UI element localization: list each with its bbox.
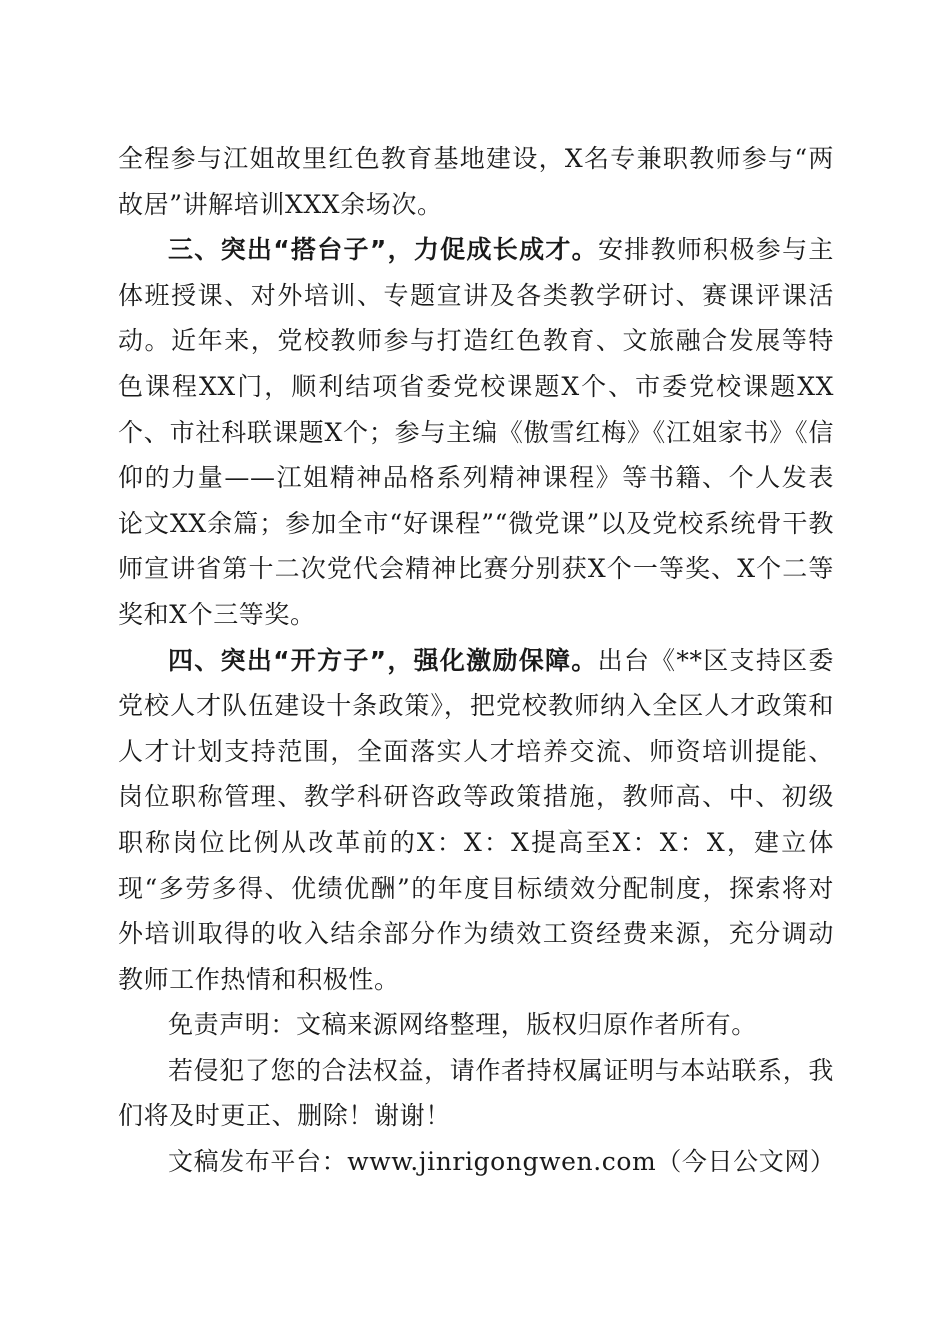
section-three-text: 安排教师积极参与主体班授课、对外培训、专题宣讲及各类教学研讨、赛课评课活动。近年来，党校教师参与打造红色教育、文旅融合发展等特色课程XX门，顺利结项省委党校课题X个、市委党校课题XX个、市社科联课题X个；参与主编《傲雪红梅》《江姐家书》《信仰的力量——江姐精神品格系列精神课程》等书籍、个人发表论文XX余篇；参加全市“好课程”“微党课”以及党校系统骨干教师宣讲省第十二次党代会精神比赛分别获X个一等奖、X个二等奖和X个三等奖。 (118, 235, 834, 629)
paragraph-section-three (118, 227, 834, 637)
section-four-heading: 四、突出“开方子”，强化激励保障。 (168, 645, 598, 675)
disclaimer-text: 免责声明：文稿来源网络整理，版权归原作者所有。 (168, 1010, 757, 1040)
platform-text: 文稿发布平台：www.jinrigongwen.com（今日公文网） (168, 1147, 836, 1177)
disclaimer-paragraph (118, 1002, 834, 1048)
section-three-heading: 三、突出“搭台子”，力促成长成才。 (168, 235, 598, 265)
contact-text: 若侵犯了您的合法权益，请作者持权属证明与本站联系，我们将及时更正、删除！谢谢！ (118, 1055, 834, 1131)
section-four-text: 出台《**区支持区委党校人才队伍建设十条政策》，把党校教师纳入全区人才政策和人才计划支持范围，全面落实人才培养交流、师资培训提能、岗位职称管理、教学科研咨政等政策措施，教师高、中、初级职称岗位比例从改革前的X：X：X提高至X：X：X，建立体现“多劳多得、优绩优酬”的年度目标绩效分配制度，探索将对外培训取得的收入结余部分作为绩效工资经费来源，充分调动教师工作热情和积极性。 (118, 645, 834, 994)
paragraph-section-four (118, 638, 834, 1003)
paragraph-continuation (118, 136, 834, 227)
contact-paragraph (118, 1048, 834, 1139)
platform-paragraph (118, 1139, 834, 1185)
document-page (118, 136, 834, 1185)
paragraph-text: 全程参与江姐故里红色教育基地建设，X名专兼职教师参与“两故居”讲解培训XXX余场次。 (118, 144, 834, 219)
